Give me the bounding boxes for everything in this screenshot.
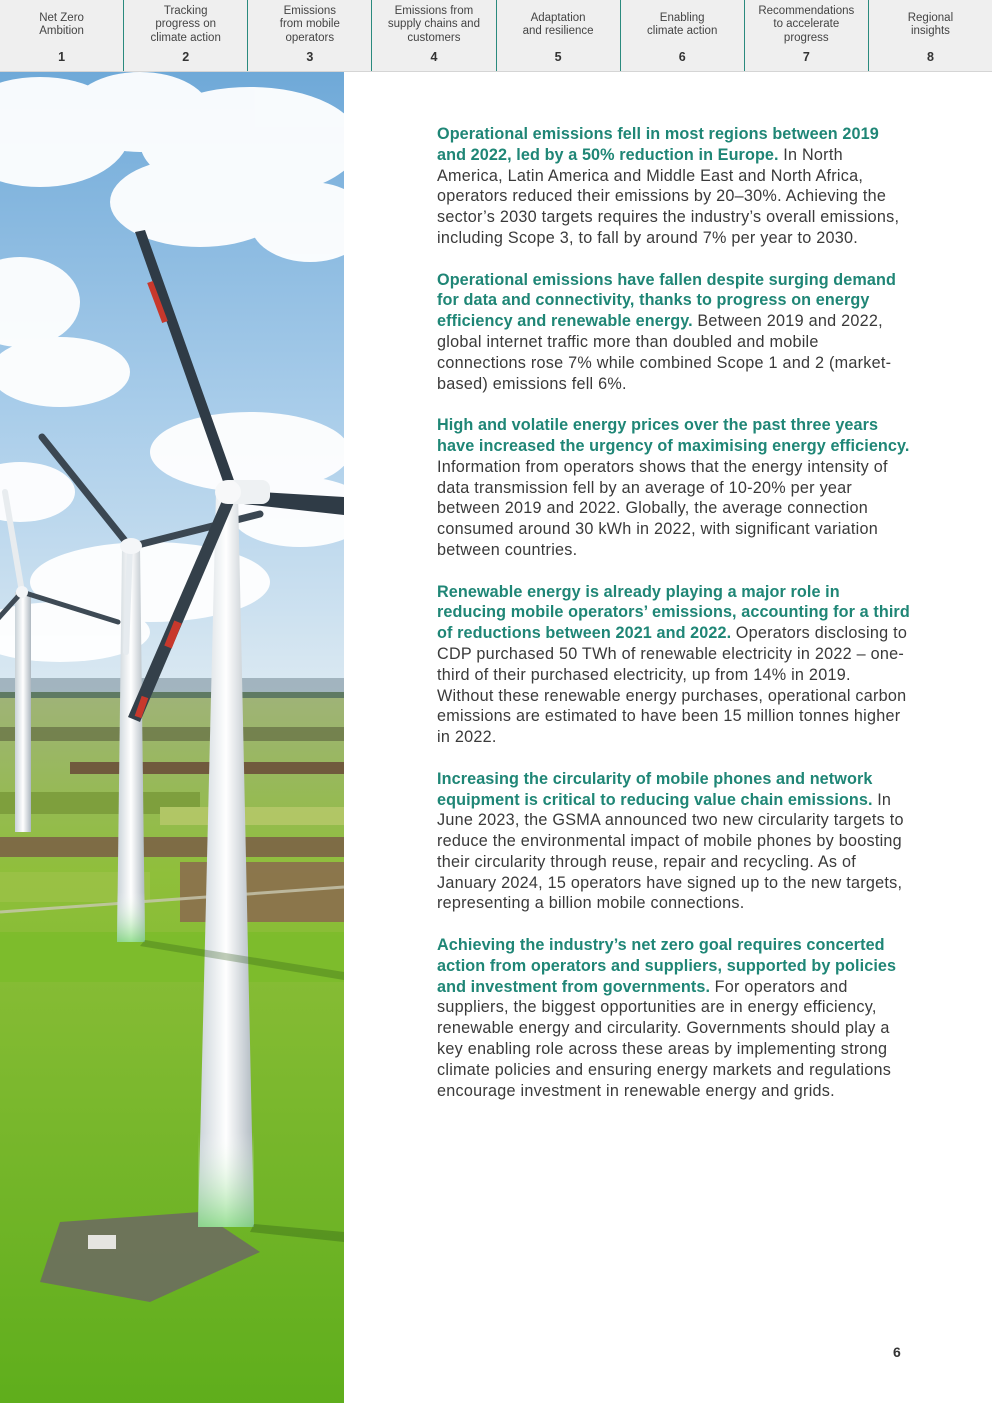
- paragraph-body: In North America, Latin America and Middle East and North Africa, operators reduced their emissions by 20–30%. Achieving the sector’s 2030 targets requires the industry’s overall emissions, including Scope 3, to fall by around 7% per year to 2030.: [437, 145, 900, 247]
- nav-tab-number: 5: [554, 50, 562, 64]
- paragraph-energy-efficiency-progress: [437, 270, 912, 395]
- nav-tab-label: Net Zero Ambition: [39, 11, 84, 37]
- nav-tab-tracking-progress[interactable]: [123, 0, 247, 71]
- paragraph-lead: Achieving the industry’s net zero goal requires concerted action from operators and suppliers, supported by policies and investment from governments.: [437, 936, 897, 996]
- nav-tab-number: 8: [926, 50, 934, 64]
- paragraph-renewable-energy: [437, 582, 912, 748]
- section-navigation: [0, 0, 992, 72]
- nav-tab-number: 4: [430, 50, 438, 64]
- nav-tab-number: 6: [678, 50, 686, 64]
- nav-tab-number: 1: [58, 50, 66, 64]
- nav-tab-label: Adaptation and resilience: [522, 11, 594, 37]
- paragraph-net-zero-goal: [437, 935, 912, 1101]
- paragraph-lead: Increasing the circularity of mobile phones and network equipment is critical to reducing value chain emissions.: [437, 769, 878, 809]
- article-body: [437, 124, 912, 1122]
- paragraph-lead: Renewable energy is already playing a major role in reducing mobile operators’ emissions, accounting for a third of reductions between 2021 and 2022.: [437, 582, 910, 643]
- paragraph-lead: High and volatile energy prices over the past three years have increased the urgency of maximising energy efficiency.: [437, 416, 910, 455]
- wind-turbines-photo: [0, 72, 344, 1403]
- paragraph-body: For operators and suppliers, the biggest opportunities are in energy efficiency, renewable energy and circularity. Governments should play a key enabling role across these areas by implementing strong climate policies and ensuring energy markets and regulations encourage investment in renewable energy and grids.: [437, 977, 892, 1100]
- paragraph-energy-prices: [437, 415, 912, 561]
- nav-tab-enabling-climate-action[interactable]: [620, 0, 744, 71]
- nav-tab-regional-insights[interactable]: [868, 0, 992, 71]
- nav-tab-label: Regional insights: [907, 11, 954, 37]
- page-number: 6: [893, 1344, 901, 1360]
- nav-tab-net-zero-ambition[interactable]: [0, 0, 123, 71]
- paragraph-body: Information from operators shows that the energy intensity of data transmission fell by an average of 10-20% per year between 2019 and 2022. Globally, the average connection consumed around 30 kWh in 2022, with significant variation between countries.: [437, 457, 888, 559]
- nav-tab-label: Enabling climate action: [647, 11, 718, 37]
- nav-tab-label: Emissions from supply chains and customers: [387, 4, 480, 44]
- paragraph-body: Operators disclosing to CDP purchased 50 TWh of renewable electricity in 2022 – one-third of their purchased electricity, up from 14% in 2019. Without these renewable energy purchases, operational carbon emissions are estimated to have been 15 million tonnes higher in 2022.: [437, 624, 908, 747]
- nav-tab-number: 7: [802, 50, 810, 64]
- nav-tab-label: Emissions from mobile operators: [279, 4, 340, 44]
- nav-tab-recommendations[interactable]: [744, 0, 868, 71]
- paragraph-lead: Operational emissions have fallen despite surging demand for data and connectivity, thanks to progress on energy efficiency and renewable energy.: [437, 270, 896, 331]
- nav-tab-mobile-operators[interactable]: [247, 0, 371, 71]
- paragraph-body: Between 2019 and 2022, global internet traffic more than doubled and mobile connections rose 7% while combined Scope 1 and 2 (market-based) emissions fell 6%.: [437, 312, 892, 393]
- paragraph-regional-emissions: [437, 124, 912, 249]
- nav-tab-label: Tracking progress on climate action: [150, 4, 221, 44]
- nav-tab-number: 2: [182, 50, 190, 64]
- nav-tab-adaptation[interactable]: [496, 0, 620, 71]
- paragraph-lead: Operational emissions fell in most regions between 2019 and 2022, led by a 50% reduction in Europe.: [437, 125, 879, 164]
- paragraph-circularity: [437, 769, 912, 915]
- nav-tab-number: 3: [306, 50, 314, 64]
- nav-tab-supply-chains[interactable]: [371, 0, 495, 71]
- nav-tab-label: Recommendations to accelerate progress: [758, 4, 855, 44]
- paragraph-body: In June 2023, the GSMA announced two new circularity targets to reduce the environmental impact of mobile phones by boosting their circularity through reuse, repair and recycling. As of January 2024, 15 operators have signed up to the new targets, representing a billion mobile connections.: [437, 790, 904, 913]
